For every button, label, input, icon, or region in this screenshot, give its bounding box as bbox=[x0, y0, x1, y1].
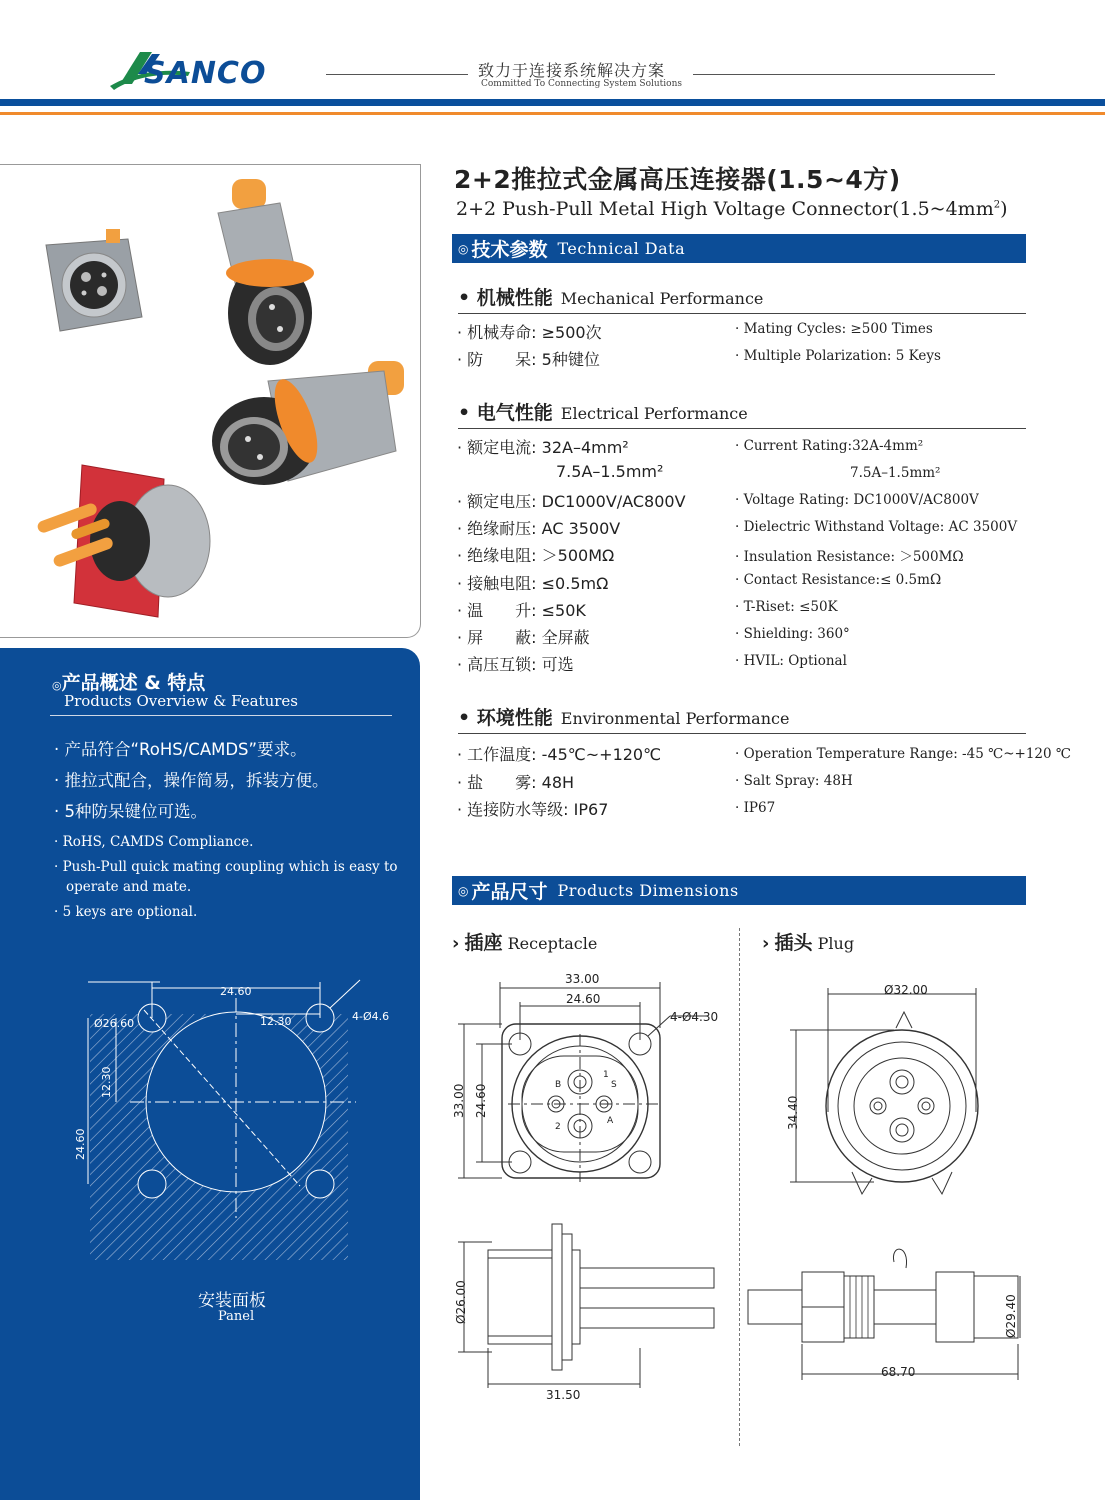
slogan-cn: 致力于连接系统解决方案 bbox=[478, 61, 666, 80]
product-title-en bbox=[456, 198, 1008, 220]
mechanical-title-cn: 机械性能 bbox=[476, 287, 553, 309]
pin-label: S bbox=[611, 1080, 617, 1090]
chevron-right-icon: › bbox=[452, 933, 460, 954]
receptacle-title-en: Receptacle bbox=[507, 934, 598, 953]
panel-title-cn: 安装面板 bbox=[198, 1291, 266, 1311]
pin-label: 1 bbox=[603, 1070, 609, 1080]
receptacle-dim: 33.00 bbox=[452, 1083, 466, 1118]
bullet-dot-icon: • bbox=[458, 287, 477, 309]
slogan-en: Committed To Connecting System Solutions bbox=[481, 79, 682, 89]
spec-elec-cn: · 额定电流: 32A–4mm² bbox=[457, 438, 629, 457]
receptacle-title-cn: 插座 bbox=[464, 932, 503, 954]
bullet-circle-icon: ◎ bbox=[52, 679, 62, 692]
technical-header-cn: 技术参数 bbox=[471, 239, 548, 261]
receptacle-dim: 24.60 bbox=[474, 1083, 488, 1118]
spec-elec-cn: · 额定电压: DC1000V/AC800V bbox=[457, 492, 686, 511]
spec-env-en: · Operation Temperature Range: -45 ℃~+120 ℃ bbox=[735, 746, 1071, 762]
environmental-heading bbox=[458, 703, 1026, 734]
dimensions-header-cn: 产品尺寸 bbox=[471, 881, 548, 903]
product-title-en-tail: ) bbox=[1000, 198, 1008, 220]
receptacle-heading bbox=[452, 928, 597, 955]
feature-en: · 5 keys are optional. bbox=[54, 904, 198, 920]
header-band-orange bbox=[0, 112, 1105, 115]
feature-en: · Push-Pull quick mating coupling which is easy to bbox=[54, 859, 398, 875]
spec-elec-cn: · 高压互锁: 可选 bbox=[457, 655, 574, 674]
logo-text: SANCO bbox=[144, 56, 267, 91]
technical-data-header bbox=[452, 234, 1026, 263]
feature-en: · RoHS, CAMDS Compliance. bbox=[54, 834, 254, 850]
spec-elec-en: · Dielectric Withstand Voltage: AC 3500V bbox=[735, 519, 1018, 535]
header-rule bbox=[326, 74, 468, 75]
receptacle-dim: 31.50 bbox=[546, 1388, 581, 1402]
overview-rule bbox=[50, 715, 392, 716]
connector-photo-icon bbox=[0, 165, 420, 637]
bullet-circle-icon: ◎ bbox=[458, 241, 469, 256]
feature-en: operate and mate. bbox=[66, 879, 192, 895]
spec-elec-en: · Current Rating:32A-4mm² bbox=[735, 438, 924, 454]
spec-elec-en: · Shielding: 360° bbox=[735, 626, 850, 642]
spec-elec-en: · Insulation Resistance: ＞500MΩ bbox=[735, 549, 964, 565]
receptacle-dim: 33.00 bbox=[565, 972, 600, 986]
technical-header-en: Technical Data bbox=[557, 239, 686, 258]
receptacle-dim: 24.60 bbox=[566, 992, 601, 1006]
panel-dim: Ø26.60 bbox=[94, 1017, 135, 1030]
overview-title bbox=[52, 668, 205, 695]
spec-elec-en: · Voltage Rating: DC1000V/AC800V bbox=[735, 492, 979, 508]
plug-title-en: Plug bbox=[817, 934, 855, 953]
panel-dim: 24.60 bbox=[220, 985, 252, 998]
spec-elec-en: · Contact Resistance:≤ 0.5mΩ bbox=[735, 572, 942, 588]
spec-elec-cn: · 温 升: ≤50K bbox=[457, 601, 586, 620]
environmental-title-en: Environmental Performance bbox=[560, 709, 790, 728]
product-title-en-sup: 2 bbox=[993, 199, 1001, 211]
spec-elec-en: · HVIL: Optional bbox=[735, 653, 847, 669]
panel-dim: 4-Ø4.6 bbox=[352, 1010, 390, 1023]
electrical-title-en: Electrical Performance bbox=[560, 404, 748, 423]
spec-elec-cn: · 屏 蔽: 全屏蔽 bbox=[457, 628, 590, 647]
receptacle-drawing bbox=[452, 972, 732, 1392]
product-title-en-main: 2+2 Push-Pull Metal High Voltage Connector(1.5~4mm bbox=[456, 198, 994, 220]
panel-title-en: Panel bbox=[218, 1309, 255, 1324]
plug-dim: 34.40 bbox=[786, 1095, 800, 1130]
overview-title-en: Products Overview & Features bbox=[64, 692, 298, 710]
plug-title-cn: 插头 bbox=[774, 932, 813, 954]
feature-cn: · 产品符合“RoHS/CAMDS”要求。 bbox=[54, 740, 307, 759]
spec-mech-en: · Mating Cycles: ≥500 Times bbox=[735, 321, 933, 337]
receptacle-dim: Ø26.00 bbox=[454, 1280, 468, 1324]
dimensions-header bbox=[452, 876, 1026, 905]
bullet-dot-icon: • bbox=[458, 402, 477, 424]
pin-label: 2 bbox=[555, 1122, 561, 1132]
header-band-blue bbox=[0, 99, 1105, 106]
header-rule bbox=[693, 74, 995, 75]
bullet-circle-icon: ◎ bbox=[458, 883, 469, 898]
plug-dim: 68.70 bbox=[881, 1365, 916, 1379]
panel-dim: 12.30 bbox=[260, 1015, 292, 1028]
divider-dashed bbox=[739, 928, 740, 1446]
chevron-right-icon: › bbox=[762, 933, 770, 954]
product-title-cn: 2+2推拉式金属高压连接器(1.5~4方) bbox=[454, 165, 901, 194]
spec-mech-cn: · 机械寿命: ≥500次 bbox=[457, 323, 602, 342]
panel-dim: 24.60 bbox=[74, 1128, 87, 1160]
mechanical-heading bbox=[458, 283, 1026, 314]
spec-elec-en: · T-Riset: ≤50K bbox=[735, 599, 838, 615]
spec-env-en: · Salt Spray: 48H bbox=[735, 773, 853, 789]
spec-mech-cn: · 防 呆: 5种键位 bbox=[457, 350, 600, 369]
plug-dim: Ø29.40 bbox=[1004, 1294, 1018, 1338]
feature-cn: · 推拉式配合，操作简易，拆装方便。 bbox=[54, 771, 329, 790]
electrical-heading bbox=[458, 398, 1026, 429]
feature-cn: · 5种防呆键位可选。 bbox=[54, 802, 207, 821]
product-photo bbox=[0, 164, 421, 638]
spec-env-cn: · 盐 雾: 48H bbox=[457, 773, 575, 792]
spec-env-cn: · 连接防水等级: IP67 bbox=[457, 800, 609, 819]
spec-elec-cn: · 绝缘耐压: AC 3500V bbox=[457, 519, 621, 538]
spec-mech-en: · Multiple Polarization: 5 Keys bbox=[735, 348, 941, 364]
bullet-dot-icon: • bbox=[458, 707, 477, 729]
overview-panel bbox=[0, 648, 420, 1500]
receptacle-dim: 4-Ø4.30 bbox=[670, 1010, 719, 1024]
overview-title-cn: 产品概述 & 特点 bbox=[61, 672, 206, 694]
electrical-title-cn: 电气性能 bbox=[476, 402, 553, 424]
plug-dim: Ø32.00 bbox=[884, 983, 928, 997]
dimensions-header-en: Products Dimensions bbox=[557, 881, 739, 900]
spec-env-cn: · 工作温度: -45℃~+120℃ bbox=[457, 745, 662, 764]
plug-heading bbox=[762, 928, 854, 955]
spec-elec-en: 7.5A–1.5mm² bbox=[850, 465, 941, 481]
spec-elec-cn: 7.5A–1.5mm² bbox=[556, 462, 664, 481]
spec-env-en: · IP67 bbox=[735, 800, 776, 816]
environmental-title-cn: 环境性能 bbox=[476, 707, 553, 729]
spec-elec-cn: · 接触电阻: ≤0.5mΩ bbox=[457, 574, 609, 593]
pin-label: B bbox=[555, 1080, 562, 1090]
plug-drawing bbox=[744, 972, 1034, 1392]
pin-label: A bbox=[607, 1116, 614, 1126]
spec-elec-cn: · 绝缘电阻: ＞500MΩ bbox=[457, 546, 615, 565]
logo bbox=[110, 44, 280, 92]
mechanical-title-en: Mechanical Performance bbox=[560, 289, 764, 308]
panel-dim: 12.30 bbox=[100, 1066, 113, 1098]
